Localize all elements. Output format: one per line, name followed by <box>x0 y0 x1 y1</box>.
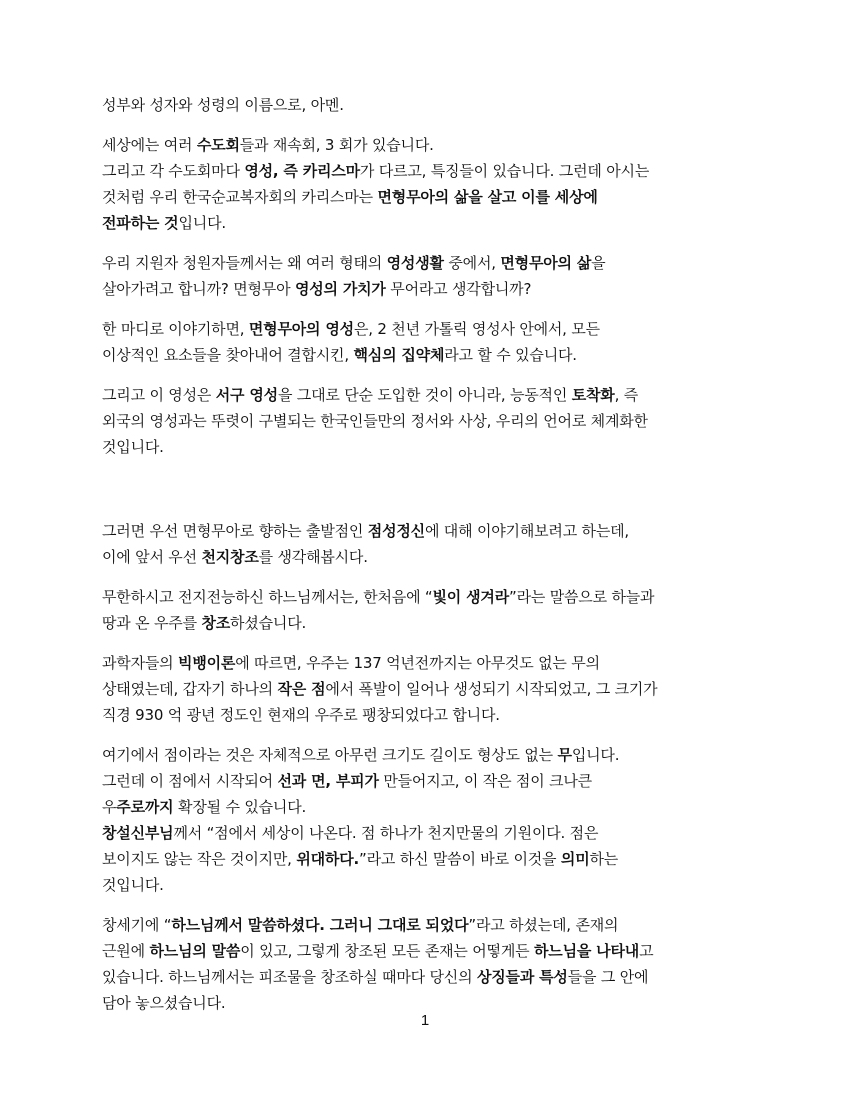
text-run: 만들어지고, 이 작은 점이 크나큰 <box>378 772 592 790</box>
bold-text: 토착화 <box>571 386 615 404</box>
text-run: 에 따르면, 우주는 137 억년전까지는 아무것도 없는 무의 <box>235 654 600 672</box>
paragraph <box>102 92 762 118</box>
text-run: 외국의 영성과는 뚜렷이 구별되는 한국인들만의 정서와 사상, 우리의 언어로 체계화한 <box>102 412 648 430</box>
page-number: 1 <box>420 1012 430 1029</box>
bold-text: 창설신부님 <box>102 824 174 842</box>
text-run: 입니다. <box>571 746 620 764</box>
text-run: 를 생각해봅시다. <box>258 548 368 566</box>
bold-text: 선과 면, 부피가 <box>277 772 379 790</box>
text-run: 들을 그 안에 <box>567 968 649 986</box>
text-run: 을 그대로 단순 도입한 것이 아니라, 능동적인 <box>277 386 572 404</box>
text-run: 보이지도 않는 작은 것이지만, <box>102 850 297 868</box>
text-run: 것입니다. <box>102 876 164 894</box>
text-run: 상태였는데, 갑자기 하나의 <box>102 680 278 698</box>
text-run: 여기에서 점이라는 것은 자체적으로 아무런 크기도 길이도 형상도 없는 <box>102 746 558 764</box>
text-run: 과학자들의 <box>102 654 179 672</box>
bold-text: 면형무아의 삶을 살고 이를 세상에 <box>377 188 598 206</box>
text-run: 것입니다. <box>102 438 164 456</box>
bold-text: 의미 <box>560 850 590 868</box>
text-run: ”라고 하신 말씀이 바로 이것을 <box>359 850 561 868</box>
text-run: 중에서, <box>443 254 501 272</box>
text-run: 무어라고 생각합니까? <box>385 280 532 298</box>
paragraph <box>102 316 762 368</box>
paragraph <box>102 382 762 460</box>
text-run: 을 <box>591 254 606 272</box>
text-run: 그리고 이 영성은 <box>102 386 216 404</box>
document-body <box>102 92 762 1030</box>
text-run: 하셨습니다. <box>230 614 307 632</box>
text-run: 무한하시고 전지전능하신 하느님께서는, 한처음에 “ <box>102 588 433 606</box>
text-run: 그러면 우선 면형무아로 향하는 출발점인 <box>102 522 368 540</box>
bold-text: 하느님을 나타내 <box>534 942 640 960</box>
bold-text: 점성정신 <box>367 522 425 540</box>
text-run: 가 다르고, 특징들이 있습니다. 그런데 아시는 <box>359 162 650 180</box>
text-run: 직경 930 억 광년 정도인 현재의 우주로 팽창되었다고 합니다. <box>102 706 500 724</box>
bold-text: 작은 점 <box>277 680 326 698</box>
text-run: 창세기에 “ <box>102 916 172 934</box>
bold-text: 영성생활 <box>386 254 444 272</box>
text-run: 땅과 온 우주를 <box>102 614 202 632</box>
bold-text: 하느님의 말씀 <box>149 942 241 960</box>
text-run: 께서 “점에서 세상이 나온다. 점 하나가 천지만물의 기원이다. 점은 <box>173 824 599 842</box>
bold-text: 면형무아의 삶 <box>500 254 592 272</box>
text-run: 하는 <box>589 850 619 868</box>
bold-text: 영성, 즉 카리스마 <box>244 162 360 180</box>
text-run: 은, 2 천년 가톨릭 영성사 안에서, 모든 <box>353 320 600 338</box>
text-run: 살아가려고 합니까? 면형무아 <box>102 280 295 298</box>
paragraph <box>102 650 762 728</box>
text-run: , 즉 <box>614 386 639 404</box>
bold-text: 서구 영성 <box>215 386 278 404</box>
bold-text: 창조 <box>201 614 231 632</box>
text-run: 이에 앞서 우선 <box>102 548 202 566</box>
text-run: 이상적인 요소들을 찾아내어 결합시킨, <box>102 346 354 364</box>
text-run: 있습니다. 하느님께서는 피조물을 창조하실 때마다 당신의 <box>102 968 477 986</box>
bold-text: 핵심의 집약체 <box>353 346 445 364</box>
text-run: 에 대해 이야기해보려고 하는데, <box>424 522 629 540</box>
text-run: 근원에 <box>102 942 150 960</box>
text-run: 것처럼 우리 한국순교복자회의 카리스마는 <box>102 188 378 206</box>
paragraph <box>102 742 762 898</box>
paragraph <box>102 584 762 636</box>
bold-text: 면형무아의 영성 <box>248 320 354 338</box>
text-run: 우 <box>102 798 117 816</box>
paragraph <box>102 132 762 236</box>
text-run: 한 마디로 이야기하면, <box>102 320 249 338</box>
text-run: ”라고 하셨는데, 존재의 <box>468 916 619 934</box>
bold-text: 하느님께서 말씀하셨다. 그러니 그대로 되었다 <box>171 916 469 934</box>
text-run: 성부와 성자와 성령의 이름으로, 아멘. <box>102 96 344 114</box>
bold-text: 빛이 생겨라 <box>432 588 509 606</box>
text-run: 입니다. <box>178 214 226 232</box>
text-run: 들과 재속회, 3 회가 있습니다. <box>239 136 434 154</box>
bold-text: 전파하는 것 <box>102 214 179 232</box>
text-run: 확장될 수 있습니다. <box>173 798 307 816</box>
text-run: 세상에는 여러 <box>102 136 197 154</box>
bold-text: 빅뱅이론 <box>178 654 236 672</box>
paragraph <box>102 518 762 570</box>
text-run: 에서 폭발이 일어나 생성되기 시작되었고, 그 크기가 <box>325 680 658 698</box>
text-run: 그리고 각 수도회마다 <box>102 162 245 180</box>
bold-text: 위대하다. <box>296 850 359 868</box>
bold-text: 천지창조 <box>201 548 259 566</box>
bold-text: 영성의 가치가 <box>294 280 386 298</box>
text-run: 그런데 이 점에서 시작되어 <box>102 772 278 790</box>
text-run: 담아 놓으셨습니다. <box>102 994 226 1012</box>
bold-text: 주로까지 <box>116 798 174 816</box>
text-run: 고 <box>639 942 654 960</box>
text-run: 이 있고, 그렇게 창조된 모든 존재는 어떻게든 <box>240 942 534 960</box>
bold-text: 상징들과 특성 <box>476 968 568 986</box>
text-run: 라고 할 수 있습니다. <box>444 346 577 364</box>
bold-text: 무 <box>557 746 572 764</box>
paragraph <box>102 250 762 302</box>
text-run: ”라는 말씀으로 하늘과 <box>509 588 655 606</box>
paragraph <box>102 912 762 1016</box>
section-spacer <box>102 474 762 518</box>
text-run: 우리 지원자 청원자들께서는 왜 여러 형태의 <box>102 254 387 272</box>
bold-text: 수도회 <box>196 136 240 154</box>
